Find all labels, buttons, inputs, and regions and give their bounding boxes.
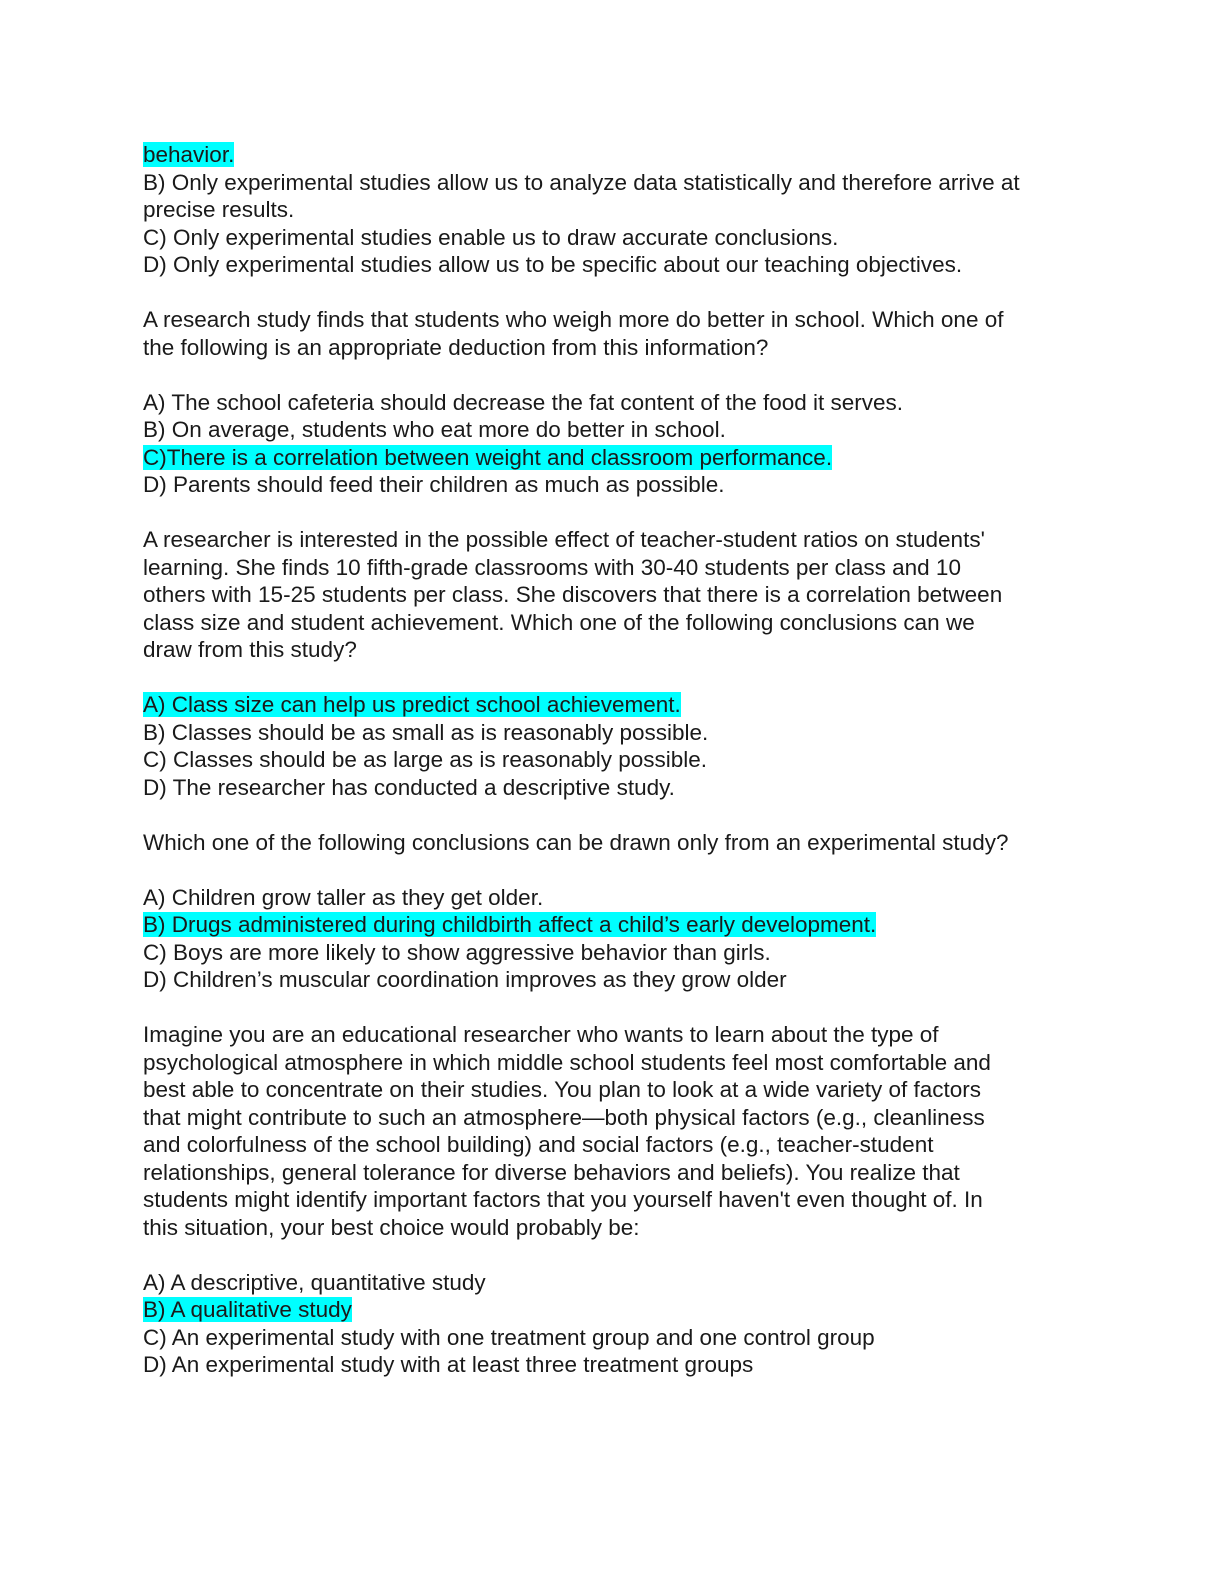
option-c: C) Boys are more likely to show aggressive behavior than girls. <box>143 939 771 965</box>
option-line: B) Only experimental studies allow us to analyze data statistically and therefore arrive at <box>143 169 1020 195</box>
question-0 <box>143 141 1083 279</box>
document-page <box>143 141 1083 1379</box>
question-stem-line: Which one of the following conclusions can be drawn only from an experimental study? <box>143 829 1009 855</box>
question-stem-line: the following is an appropriate deduction from this information? <box>143 334 769 360</box>
option-a: A) A descriptive, quantitative study <box>143 1269 486 1295</box>
question-stem-line: A research study finds that students who weigh more do better in school. Which one of <box>143 307 1004 332</box>
option-c: C) An experimental study with one treatment group and one control group <box>143 1324 875 1350</box>
question-stem-line: psychological atmosphere in which middle school students feel most comfortable and <box>143 1049 991 1075</box>
question-stem-line: class size and student achievement. Which one of the following conclusions can we <box>143 609 975 635</box>
option-d: D) The researcher has conducted a descriptive study. <box>143 774 675 800</box>
option-b-highlighted-answer: B) Drugs administered during childbirth affect a child’s early development. <box>143 912 877 937</box>
option-d: D) Children’s muscular coordination improves as they grow older <box>143 967 787 992</box>
question-stem-line: best able to concentrate on their studies. You plan to look at a wide variety of factors <box>143 1077 982 1102</box>
option-line: C) Only experimental studies enable us to draw accurate conclusions. <box>143 224 839 250</box>
option-c-highlighted-answer: C)There is a correlation between weight and classroom performance. <box>143 444 833 470</box>
question-2 <box>143 526 1083 801</box>
question-stem-line: draw from this study? <box>143 637 357 662</box>
option-line: precise results. <box>143 197 295 222</box>
question-3 <box>143 829 1083 994</box>
question-stem-line: and colorfulness of the school building) and social factors (e.g., teacher-student <box>143 1132 934 1157</box>
option-b: B) Classes should be as small as is reasonably possible. <box>143 719 709 745</box>
question-stem-line: others with 15-25 students per class. She discovers that there is a correlation between <box>143 582 1003 607</box>
option-d: D) Parents should feed their children as much as possible. <box>143 472 725 497</box>
option-a: A) The school cafeteria should decrease the fat content of the food it serves. <box>143 389 904 415</box>
question-stem-line: that might contribute to such an atmosphere—both physical factors (e.g., cleanliness <box>143 1104 985 1130</box>
question-stem-line: this situation, your best choice would probably be: <box>143 1214 640 1240</box>
question-stem-line: students might identify important factors that you yourself haven't even thought of. In <box>143 1187 983 1212</box>
answer-highlight: behavior. <box>143 142 235 167</box>
question-stem-line: Imagine you are an educational researcher who wants to learn about the type of <box>143 1022 939 1047</box>
option-line: D) Only experimental studies allow us to be specific about our teaching objectives. <box>143 252 963 277</box>
question-stem-line: A researcher is interested in the possible effect of teacher-student ratios on students' <box>143 527 985 552</box>
option-a: A) Children grow taller as they get older. <box>143 884 544 910</box>
option-b-highlighted-answer: B) A qualitative study <box>143 1297 352 1322</box>
option-a-highlighted-answer: A) Class size can help us predict school achievement. <box>143 692 681 717</box>
question-stem-line: learning. She finds 10 fifth-grade classrooms with 30-40 students per class and 10 <box>143 554 961 580</box>
question-1 <box>143 306 1083 499</box>
option-c: C) Classes should be as large as is reasonably possible. <box>143 747 708 772</box>
option-d: D) An experimental study with at least three treatment groups <box>143 1352 754 1377</box>
question-stem-line: relationships, general tolerance for diverse behaviors and beliefs). You realize that <box>143 1159 960 1185</box>
question-4 <box>143 1021 1083 1379</box>
option-b: B) On average, students who eat more do better in school. <box>143 417 726 442</box>
